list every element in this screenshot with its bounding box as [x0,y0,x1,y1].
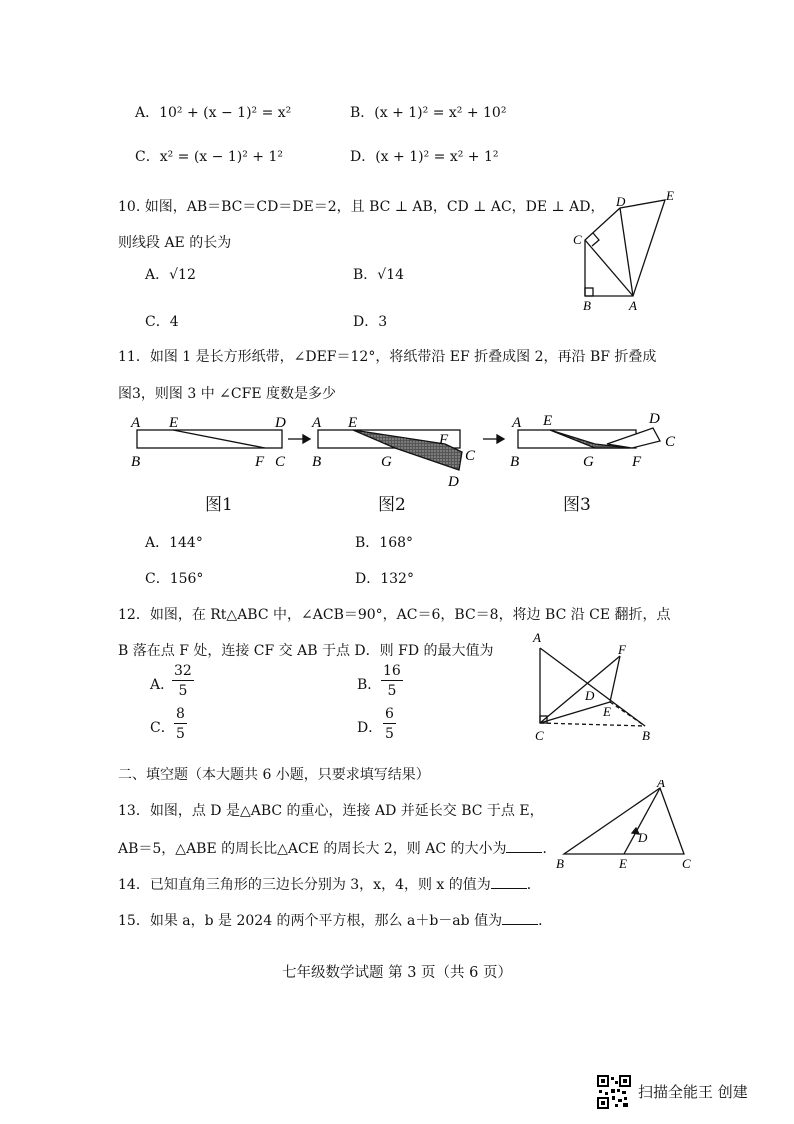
q11-option-a: A．144° [145,535,203,551]
arrow-2 [483,435,504,443]
q13-answer-blank[interactable] [506,840,542,853]
q13-line1: 13．如图，点 D 是△ABC 的重心，连接 AD 并延长交 BC 于点 E， [118,803,544,819]
fig3-label-f: F [632,454,642,470]
q13-label-d: D [638,830,648,845]
q12-a-numerator: 32 [174,663,192,679]
q12-segment-eb-dashed [610,702,645,726]
fig3-refolded-tab [607,428,660,448]
q10-right-angle-c [592,233,599,246]
fig1-label-b: B [131,454,141,470]
q14-answer-blank[interactable] [491,876,527,889]
fig1-label-c: C [275,454,286,470]
q10-label-a: A [629,298,637,313]
q12-option-d-fraction [383,707,396,741]
q13-label-b: B [556,856,564,871]
q12-option-b-fraction [381,664,403,698]
q10-label-d: D [616,194,626,209]
q12-option-c-fraction [174,707,187,741]
q9-option-a: A．10² + (x − 1)² = x² [135,105,292,121]
q12-segment-ce [540,702,610,723]
q12-figure [525,628,665,746]
q12-option-c-prefix: C． [150,720,175,736]
q13-label-e: E [619,856,627,871]
q10-label-c: C [573,232,582,247]
q10-option-d: D．3 [353,314,388,330]
q11-option-d: D．132° [355,571,414,587]
fig2-label-a: A [312,415,322,431]
q11-option-c: C．156° [145,571,204,587]
q12-option-b-prefix: B． [357,677,382,693]
q12-label-c: C [535,728,544,743]
q10-label-b: B [583,298,591,313]
q11-option-b: B．168° [355,535,414,551]
q11-fig3-caption: 图3 [563,495,591,515]
q15-text: 15．如果 a，b 是 2024 的两个平方根，那么 a＋b－ab 值为 [118,913,503,929]
section2-title: 二、填空题（本大题共 6 小题，只要求填写结果） [118,767,430,783]
q9-option-b: B．(x + 1)² = x² + 10² [350,105,507,121]
q13-line2-wrap: AB＝5，△ABE 的周长比△ACE 的周长大 2，则 AC 的大小为 ． [118,841,557,857]
q9-option-d: D．(x + 1)² = x² + 1² [350,149,499,165]
q12-d-denominator: 5 [385,726,394,742]
fig2-label-g: G [381,454,392,470]
q12-option-a-fraction [172,664,194,698]
q11-fig1-caption: 图1 [205,495,233,515]
q12-label-d: D [585,688,595,703]
fig1-label-f: F [255,454,265,470]
q10-stem-line2: 则线段 AE 的长为 [118,235,232,251]
q12-option-a-prefix: A． [150,677,175,693]
q12-side-ab [540,648,645,726]
q12-option-d-prefix: D． [357,720,383,736]
q12-c-denominator: 5 [176,726,185,742]
q13-triangle-abc [564,788,684,854]
fig2-label-b: B [312,454,322,470]
fig1-label-a: A [131,415,141,431]
fig3-label-e: E [543,413,553,429]
q11-figures [125,408,685,490]
q12-side-cb-dashed [540,723,645,726]
fig2-label-e: E [348,415,358,431]
q13-label-a: A [657,780,665,790]
q12-label-a: A [533,630,541,645]
fig1-crease-ef [173,430,265,448]
qr-code-icon [597,1075,631,1109]
q12-b-denominator: 5 [387,683,397,699]
q12-d-numerator: 6 [385,706,394,722]
q11-fig2-caption: 图2 [378,495,406,515]
q10-figure [565,188,690,316]
q12-label-e: E [603,704,611,719]
q12-a-denominator: 5 [178,683,188,699]
q14-line-wrap: 14．已知直角三角形的三边长分别为 3，x，4，则 x 的值为 ． [118,877,541,893]
q10-right-angle-b [585,288,593,296]
fig3-label-g: G [583,454,594,470]
q12-label-b: B [642,728,650,743]
q9-option-c: C．x² = (x − 1)² + 1² [135,149,283,165]
fig2-label-d: D [448,474,459,490]
q12-c-numerator: 8 [176,706,185,722]
fig3-label-c: C [665,434,676,450]
q12-b-numerator: 16 [383,663,401,679]
fig1-strip [137,430,282,448]
q15-line-wrap: 15．如果 a，b 是 2024 的两个平方根，那么 a＋b－ab 值为 ． [118,913,553,929]
q13-label-c: C [682,856,691,871]
watermark-text: 扫描全能王 创建 [638,1083,748,1101]
q10-path-outline [585,200,665,296]
q13-figure [552,780,702,875]
q12-stem-line1: 12．如图，在 Rt△ABC 中，∠ACB＝90°，AC＝6，BC＝8，将边 BC 沿 CE 翻折，点 [118,607,671,623]
fig3-label-a: A [512,415,522,431]
q10-option-a: A．√12 [145,267,196,283]
q10-label-e: E [666,188,674,203]
fig2-label-c: C [465,448,476,464]
fig3-label-d: D [649,411,660,427]
fig1-label-e: E [169,415,179,431]
q14-text: 14．已知直角三角形的三边长分别为 3，x，4，则 x 的值为 [118,877,491,893]
q11-stem-line2: 图3，则图 3 中 ∠CFE 度数是多少 [118,386,336,402]
q12-label-f: F [618,642,626,657]
page-footer: 七年级数学试题 第 3 页（共 6 页） [282,965,512,981]
q10-stem-line1: 10. 如图，AB＝BC＝CD＝DE＝2，且 BC ⊥ AB，CD ⊥ AC，DE ⊥ AD， [118,199,605,215]
fig1-label-d: D [275,415,286,431]
q13-line2: AB＝5，△ABE 的周长比△ACE 的周长大 2，则 AC 的大小为 [118,841,507,857]
arrow-1 [288,435,310,443]
fig3-label-b: B [510,454,520,470]
q10-option-c: C．4 [145,314,179,330]
q11-stem-line1: 11．如图 1 是长方形纸带，∠DEF＝12°，将纸带沿 EF 折叠成图 2，再沿 BF 折叠成 [118,349,657,365]
fig2-label-f: F [439,432,449,448]
q10-option-b: B．√14 [353,267,405,283]
q15-answer-blank[interactable] [502,912,538,925]
q12-stem-line2: B 落在点 F 处，连接 CF 交 AB 于点 D．则 FD 的最大值为 [118,643,494,659]
